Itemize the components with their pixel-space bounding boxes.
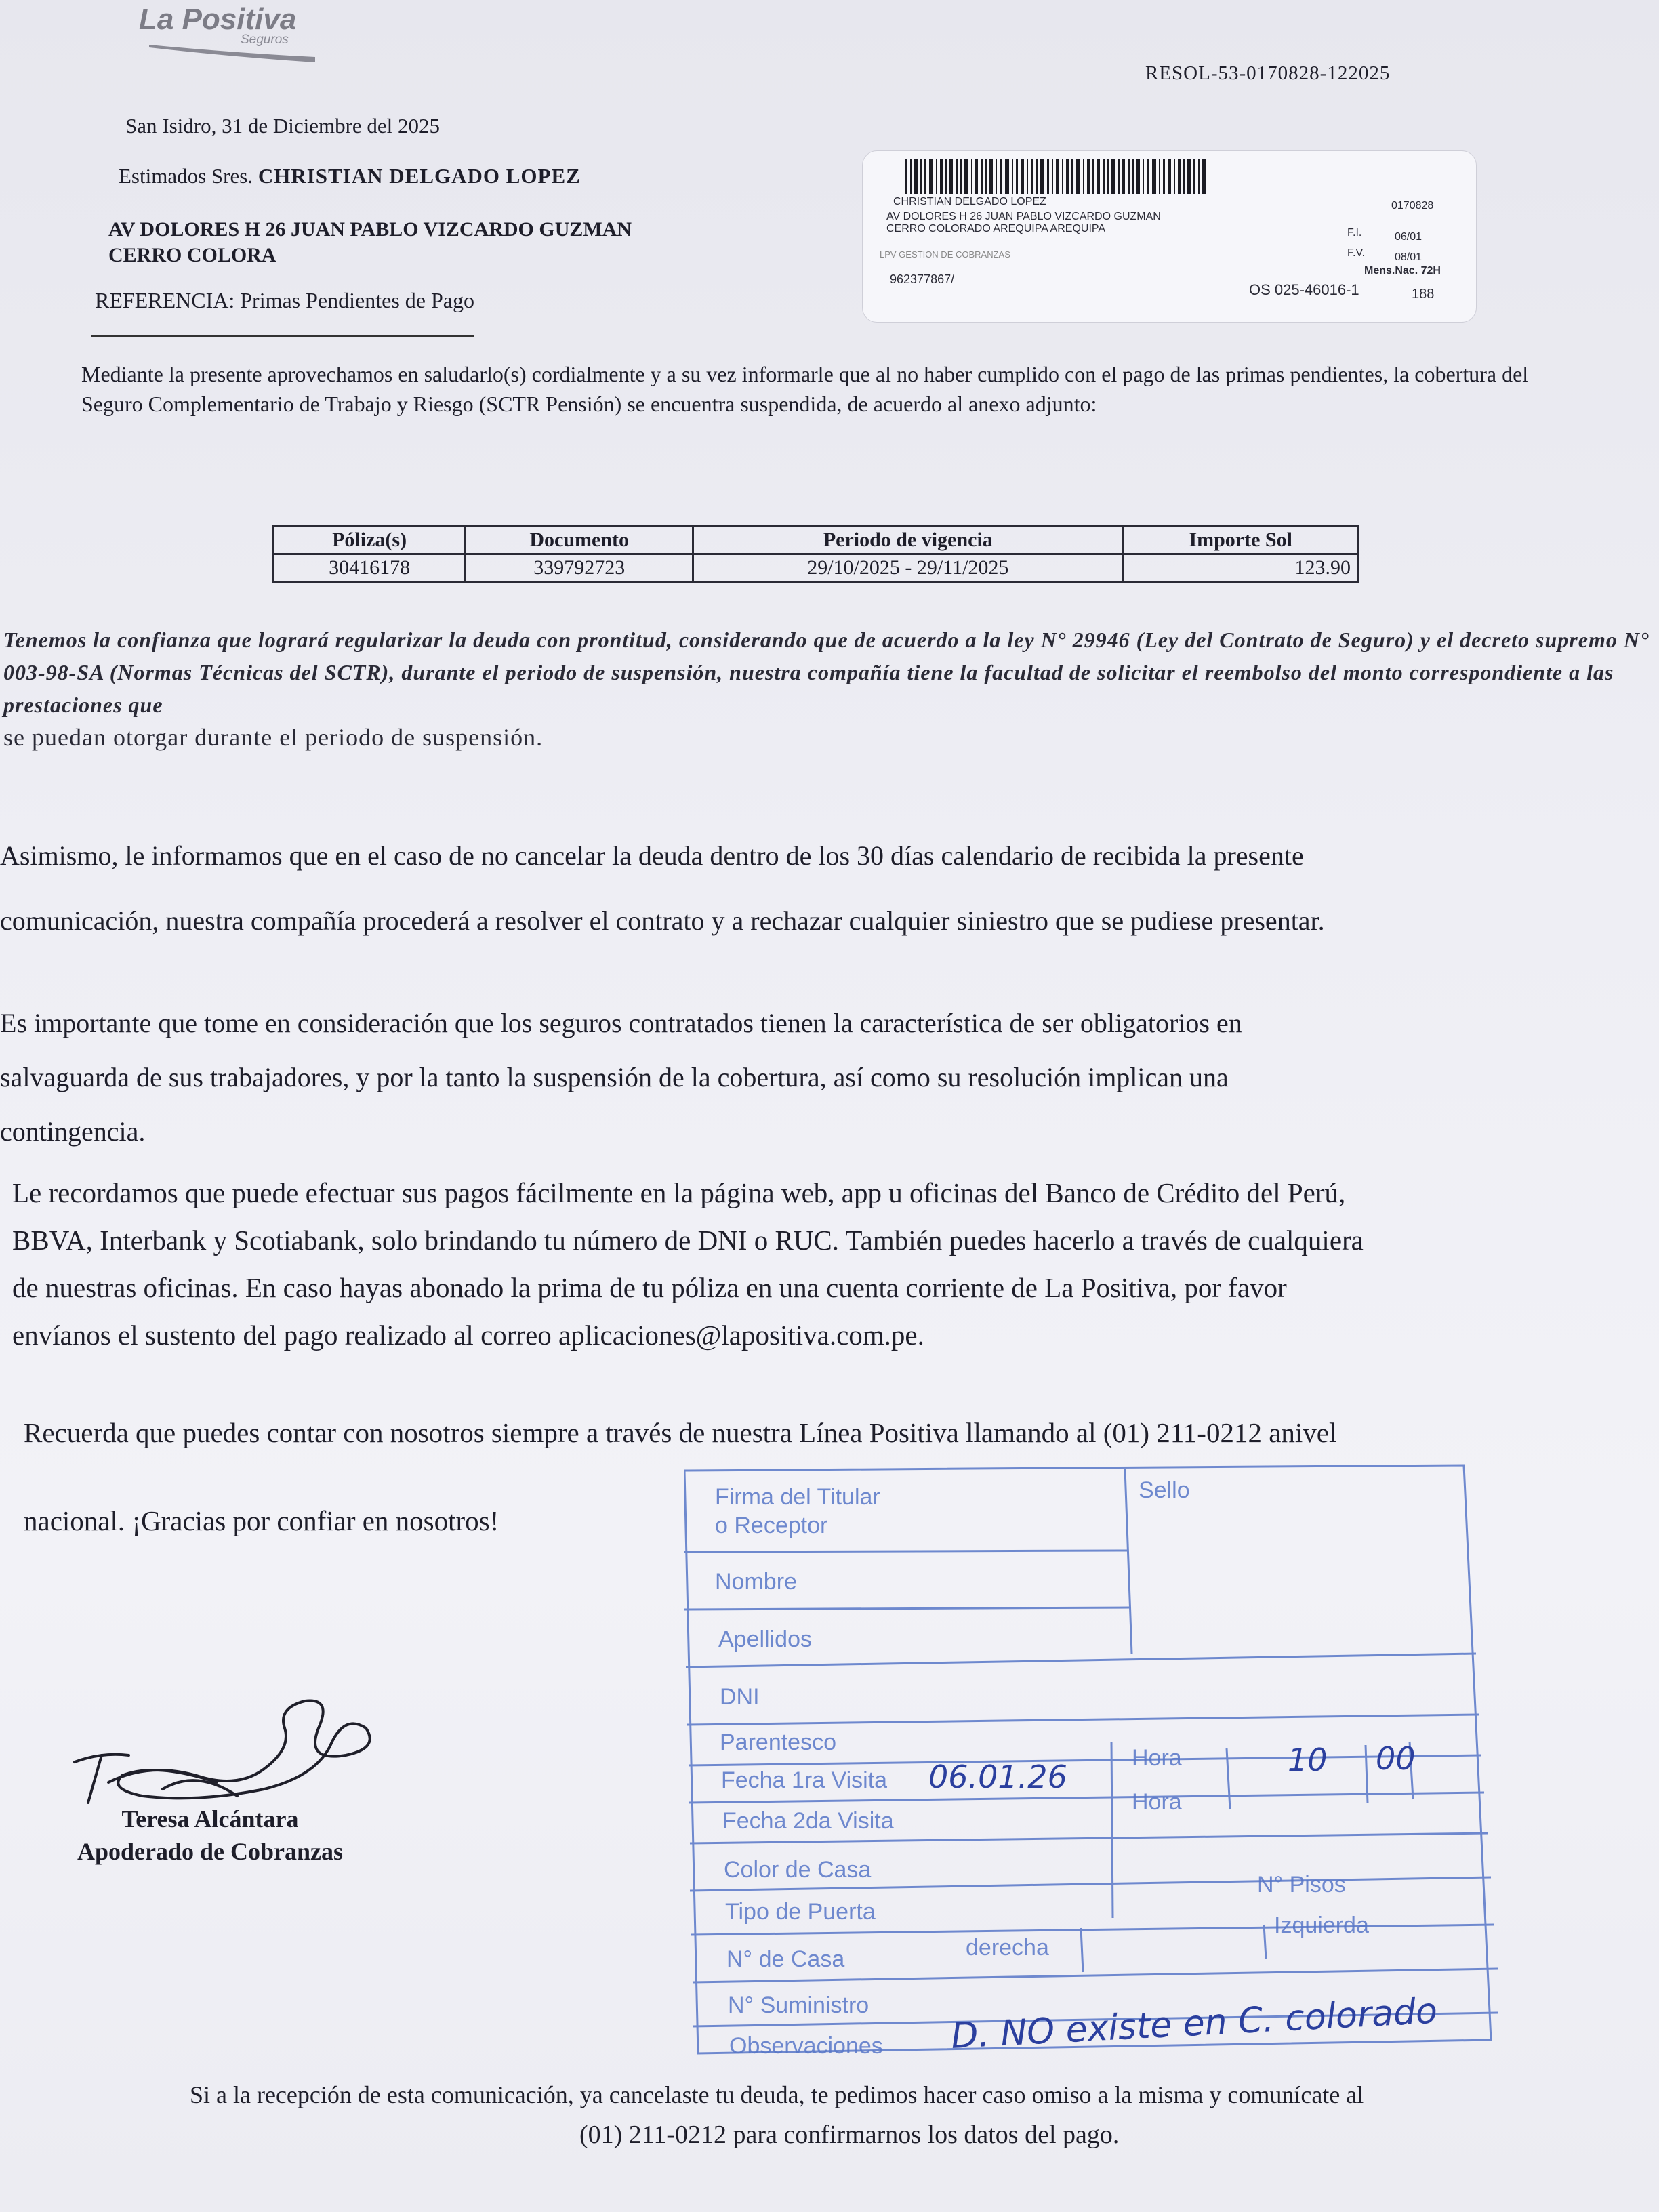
letter-date: San Isidro, 31 de Diciembre del 2025 <box>125 114 441 138</box>
policy-table-header <box>274 527 1359 554</box>
stamp-tipo-puerta-label: Tipo de Puerta <box>725 1899 876 1925</box>
label-fv-value: 08/01 <box>1395 251 1422 263</box>
stamp-hora1-label: Hora <box>1132 1745 1182 1771</box>
handwritten-minutos: 00 <box>1376 1740 1416 1777</box>
barcode-icon <box>905 159 1210 194</box>
cell-periodo: 29/10/2025 - 29/11/2025 <box>693 554 1123 582</box>
header-importe: Importe Sol <box>1123 527 1359 554</box>
cell-importe: 123.90 <box>1123 554 1359 582</box>
handwritten-hora: 10 <box>1288 1742 1328 1778</box>
label-phone: 962377867/ <box>890 272 955 286</box>
paragraph-asimismo-line-1: Asimismo, le informamos que en el caso de no cancelar la deuda dentro de los 30 días calendario de recibida la presente <box>0 840 1304 871</box>
paragraph-regularizar-text: Tenemos la confianza que logrará regularizar la deuda con prontitud, considerando que de acuerdo a la ley N° 29946 (Ley del Contrato de Seguro) y el decreto supremo N° 003-98-SA (Normas Técnicas del SCTR), durante el periodo de suspensión, nuestra compañía tiene la facultad de solicitar el reembolso del monto correspondiente a las prestaciones que <box>3 628 1650 717</box>
reference-underline <box>91 335 474 337</box>
paragraph-importante-line-2: salvaguarda de sus trabajadores, y por la tanto la suspensión de la cobertura, así como su resolución implican una <box>0 1062 1229 1092</box>
stamp-color-casa-label: Color de Casa <box>724 1857 872 1883</box>
handwritten-fecha1: 06.01.26 <box>928 1759 1067 1795</box>
stamp-dni-label: DNI <box>720 1684 760 1710</box>
paragraph-importante <box>0 996 1659 1159</box>
paragraph-regularizar-last: se puedan otorgar durante el periodo de suspensión. <box>3 724 544 751</box>
mail-label-card <box>862 150 1477 323</box>
header-periodo: Periodo de vigencia <box>693 527 1123 554</box>
stamp-derecha-label: derecha <box>966 1935 1049 1961</box>
label-fi-label: F.I. <box>1347 227 1362 239</box>
address-line-2: CERRO COLORA <box>108 244 276 266</box>
paragraph-linea-positiva-line-2: nacional. ¡Gracias por confiar en nosotros! <box>24 1505 499 1536</box>
footer-line-2: (01) 211-0212 para confirmarnos los datos del pago. <box>579 2121 1120 2149</box>
recipient-address <box>108 217 800 268</box>
paragraph-asimismo-line-2: comunicación, nuestra compañía procederá a resolver el contrato y a rechazar cualquier siniestro que se pudiese presentar. <box>0 905 1325 936</box>
stamp-n-suministro-label: N° Suministro <box>728 1992 869 2018</box>
cell-documento: 339792723 <box>466 554 693 582</box>
label-name: CHRISTIAN DELGADO LOPEZ <box>893 196 1046 207</box>
stamp-firma-label: Firma del Titular <box>715 1484 880 1510</box>
paragraph-regularizar <box>3 623 1657 754</box>
policy-table <box>272 525 1359 583</box>
paragraph-intro: Mediante la presente aprovechamos en saludarlo(s) cordialmente y a su vez informarle que al no haber cumplido con el pago de las primas pendientes, la cobertura del Seguro Complementario de Trabajo y Riesgo (SCTR Pensión) se encuentra suspendida, de acuerdo al anexo adjunto: <box>81 362 1529 416</box>
signer-name: Teresa Alcántara <box>121 1805 299 1832</box>
label-mens: Mens.Nac. 72H <box>1364 265 1441 276</box>
stamp-nombre-label: Nombre <box>715 1569 797 1595</box>
stamp-apellidos-label: Apellidos <box>718 1626 812 1652</box>
label-seq: 188 <box>1412 287 1435 302</box>
signer-title: Apoderado de Cobranzas <box>77 1838 344 1865</box>
label-address-1: AV DOLORES H 26 JUAN PABLO VIZCARDO GUZMAN <box>886 211 1161 222</box>
stamp-izquierda-label: Izquierda <box>1274 1912 1369 1938</box>
stamp-sello-label: Sello <box>1139 1477 1190 1503</box>
stamp-receptor-label: o Receptor <box>715 1513 828 1538</box>
stamp-parentesco-label: Parentesco <box>720 1729 836 1755</box>
recipient-name: CHRISTIAN DELGADO LOPEZ <box>258 164 581 188</box>
resolution-number: RESOL-53-0170828-122025 <box>1145 62 1391 84</box>
label-fv-label: F.V. <box>1347 247 1366 259</box>
company-logo-subtitle: Seguros <box>241 33 289 47</box>
label-os: OS 025-46016-1 <box>1249 281 1359 298</box>
header-poliza: Póliza(s) <box>274 527 466 554</box>
paragraph-pagos <box>12 1169 1659 1359</box>
paragraph-pagos-line-1: Le recordamos que puede efectuar sus pagos fácilmente en la página web, app u oficinas del Banco de Crédito del Perú, <box>12 1177 1346 1208</box>
stamp-observaciones-label: Observaciones <box>729 2033 883 2059</box>
reference-line: REFERENCIA: Primas Pendientes de Pago <box>95 288 474 312</box>
paragraph-pagos-line-3: de nuestras oficinas. En caso hayas abonado la prima de tu póliza en una cuenta corriente de La Positiva, por favor <box>12 1272 1287 1303</box>
label-fi-value: 06/01 <box>1395 231 1422 243</box>
company-logo: La Positiva <box>139 3 297 36</box>
greeting-text: Estimados Sres. <box>119 164 253 188</box>
footer-line-1: Si a la recepción de esta comunicación, ya cancelaste tu deuda, te pedimos hacer caso omiso a la misma y comunícate al <box>190 2081 1364 2108</box>
paragraph-linea-positiva-line-1: Recuerda que puedes contar con nosotros siempre a través de nuestra Línea Positiva llamando al (01) 211-0212 anivel <box>24 1417 1337 1448</box>
stamp-fecha1-label: Fecha 1ra Visita <box>721 1767 888 1793</box>
stamp-hora2-label: Hora <box>1132 1789 1182 1815</box>
stamp-n-casa-label: N° de Casa <box>726 1946 845 1972</box>
signer-block <box>41 1803 380 1868</box>
stamp-fecha2-label: Fecha 2da Visita <box>722 1808 894 1834</box>
label-dept: LPV-GESTION DE COBRANZAS <box>880 249 1010 260</box>
label-code: 0170828 <box>1391 200 1434 211</box>
paragraph-pagos-line-4: envíanos el sustento del pago realizado al correo aplicaciones@lapositiva.com.pe. <box>12 1319 924 1351</box>
header-documento: Documento <box>466 527 693 554</box>
paragraph-importante-line-1: Es importante que tome en consideración que los seguros contratados tienen la característica de ser obligatorios en <box>0 1008 1242 1038</box>
stamp-n-pisos-label: N° Pisos <box>1257 1872 1346 1898</box>
address-line-1: AV DOLORES H 26 JUAN PABLO VIZCARDO GUZMAN <box>108 218 632 241</box>
greeting <box>119 164 581 188</box>
table-row <box>274 554 1359 582</box>
paragraph-asimismo <box>0 823 1659 954</box>
logo-swoosh-icon <box>146 35 319 62</box>
paragraph-pagos-line-2: BBVA, Interbank y Scotiabank, solo brindando tu número de DNI o RUC. También puedes hacerlo a través de cualquiera <box>12 1225 1364 1256</box>
courier-stamp <box>684 1457 1518 2060</box>
handwritten-observacion: D. NO existe en C. colorado <box>949 1990 1439 2057</box>
paragraph-importante-line-3: contingencia. <box>0 1116 146 1147</box>
label-address-2: CERRO COLORADO AREQUIPA AREQUIPA <box>886 223 1106 234</box>
cell-poliza: 30416178 <box>274 554 466 582</box>
